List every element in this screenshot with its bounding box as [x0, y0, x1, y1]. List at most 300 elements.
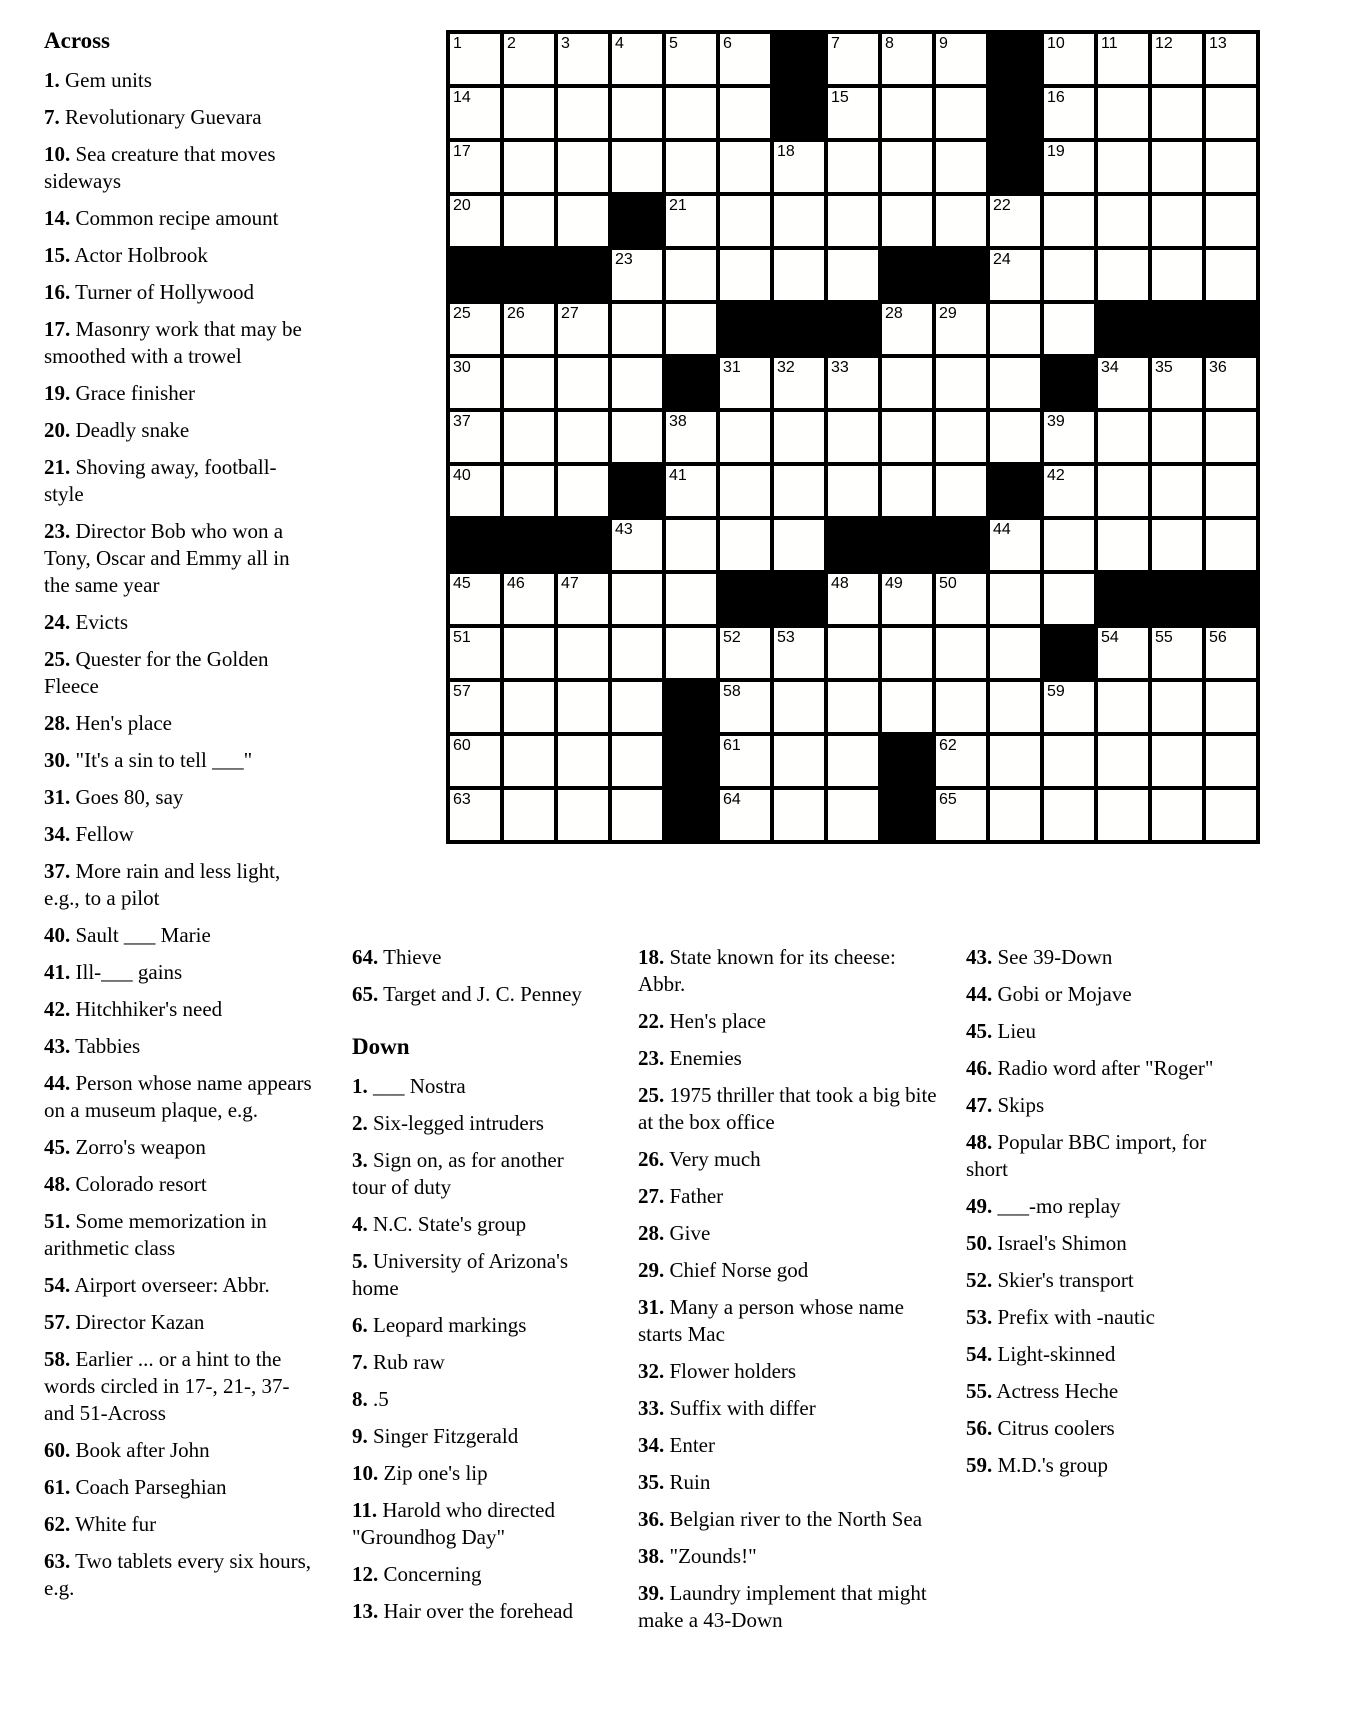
clue-number: 63.	[44, 1549, 71, 1573]
grid-cell-r7c10[interactable]	[936, 358, 986, 408]
grid-cell-r15c4[interactable]	[612, 790, 662, 840]
grid-cell-r1c6[interactable]	[720, 34, 770, 84]
clue-down-47: 47. Skips	[966, 1093, 1045, 1117]
grid-cell-r10c13[interactable]	[1098, 520, 1148, 570]
grid-cell-r14c3[interactable]	[558, 736, 608, 786]
grid-cell-r8c15[interactable]	[1206, 412, 1256, 462]
grid-cell-r9c2[interactable]	[504, 466, 554, 516]
grid-cell-r11c10[interactable]	[936, 574, 986, 624]
grid-cell-r15c15[interactable]	[1206, 790, 1256, 840]
clue-across-17: 17. Masonry work that may be smoothed with a trowel	[44, 317, 302, 368]
grid-cell-r8c5[interactable]	[666, 412, 716, 462]
grid-cell-r4c8[interactable]	[828, 196, 878, 246]
cell-number: 3	[561, 35, 570, 52]
grid-cell-r2c8[interactable]	[828, 88, 878, 138]
grid-cell-r12c7[interactable]	[774, 628, 824, 678]
grid-cell-r15c11[interactable]	[990, 790, 1040, 840]
grid-cell-r12c14[interactable]	[1152, 628, 1202, 678]
grid-cell-r12c6[interactable]	[720, 628, 770, 678]
grid-cell-r1c14[interactable]	[1152, 34, 1202, 84]
grid-cell-r10c6[interactable]	[720, 520, 770, 570]
grid-cell-r7c13[interactable]	[1098, 358, 1148, 408]
grid-cell-r9c6[interactable]	[720, 466, 770, 516]
grid-cell-r3c2[interactable]	[504, 142, 554, 192]
clue-across-25: 25. Quester for the Golden Fleece	[44, 647, 269, 698]
grid-cell-r8c13[interactable]	[1098, 412, 1148, 462]
grid-cell-r13c2[interactable]	[504, 682, 554, 732]
grid-cell-r8c12[interactable]	[1044, 412, 1094, 462]
cell-number: 15	[831, 89, 849, 106]
grid-cell-r12c13[interactable]	[1098, 628, 1148, 678]
grid-cell-r7c3[interactable]	[558, 358, 608, 408]
grid-cell-r4c6[interactable]	[720, 196, 770, 246]
clue-number: 34.	[44, 822, 71, 846]
clue-number: 28.	[44, 711, 71, 735]
grid-cell-r14c6[interactable]	[720, 736, 770, 786]
grid-cell-black-r5c9	[882, 250, 932, 300]
grid-cell-r3c5[interactable]	[666, 142, 716, 192]
grid-cell-r14c12[interactable]	[1044, 736, 1094, 786]
grid-cell-r9c1[interactable]	[450, 466, 500, 516]
grid-cell-r5c8[interactable]	[828, 250, 878, 300]
grid-cell-r7c1[interactable]	[450, 358, 500, 408]
grid-cell-r3c7[interactable]	[774, 142, 824, 192]
clue-across-28: 28. Hen's place	[44, 711, 172, 735]
grid-cell-r2c14[interactable]	[1152, 88, 1202, 138]
clue-number: 34.	[638, 1433, 665, 1457]
grid-cell-r11c3[interactable]	[558, 574, 608, 624]
grid-cell-r11c12[interactable]	[1044, 574, 1094, 624]
cell-number: 31	[723, 359, 741, 376]
grid-cell-r10c12[interactable]	[1044, 520, 1094, 570]
grid-cell-r7c14[interactable]	[1152, 358, 1202, 408]
clue-across-34: 34. Fellow	[44, 822, 134, 846]
grid-cell-r9c8[interactable]	[828, 466, 878, 516]
grid-cell-black-r10c3	[558, 520, 608, 570]
grid-cell-r5c7[interactable]	[774, 250, 824, 300]
cell-number: 23	[615, 251, 633, 268]
grid-cell-r6c2[interactable]	[504, 304, 554, 354]
grid-cell-r3c15[interactable]	[1206, 142, 1256, 192]
grid-cell-r6c1[interactable]	[450, 304, 500, 354]
clue-across-42: 42. Hitchhiker's need	[44, 997, 223, 1021]
clue-number: 46.	[966, 1056, 993, 1080]
grid-cell-black-r10c2	[504, 520, 554, 570]
clue-across-65: 65. Target and J. C. Penney	[352, 982, 582, 1006]
grid-cell-r2c10[interactable]	[936, 88, 986, 138]
grid-cell-r6c4[interactable]	[612, 304, 662, 354]
grid-cell-r14c10[interactable]	[936, 736, 986, 786]
grid-cell-r2c9[interactable]	[882, 88, 932, 138]
clue-across-40: 40. Sault ___ Marie	[44, 923, 211, 947]
grid-cell-r4c1[interactable]	[450, 196, 500, 246]
cell-number: 65	[939, 791, 957, 808]
grid-cell-r4c7[interactable]	[774, 196, 824, 246]
clue-number: 39.	[638, 1581, 665, 1605]
clue-across-31: 31. Goes 80, say	[44, 785, 184, 809]
grid-cell-r3c10[interactable]	[936, 142, 986, 192]
cell-number: 2	[507, 35, 516, 52]
grid-cell-r13c11[interactable]	[990, 682, 1040, 732]
grid-cell-r8c2[interactable]	[504, 412, 554, 462]
grid-cell-r8c6[interactable]	[720, 412, 770, 462]
grid-cell-r1c13[interactable]	[1098, 34, 1148, 84]
grid-cell-r4c10[interactable]	[936, 196, 986, 246]
grid-cell-r15c14[interactable]	[1152, 790, 1202, 840]
grid-cell-black-r5c2	[504, 250, 554, 300]
grid-cell-black-r9c11	[990, 466, 1040, 516]
grid-cell-r14c4[interactable]	[612, 736, 662, 786]
grid-cell-r3c8[interactable]	[828, 142, 878, 192]
grid-cell-r12c8[interactable]	[828, 628, 878, 678]
grid-cell-r12c3[interactable]	[558, 628, 608, 678]
grid-cell-r14c13[interactable]	[1098, 736, 1148, 786]
grid-cell-black-r5c3	[558, 250, 608, 300]
grid-cell-r5c11[interactable]	[990, 250, 1040, 300]
grid-cell-r7c8[interactable]	[828, 358, 878, 408]
grid-cell-r8c9[interactable]	[882, 412, 932, 462]
cell-number: 51	[453, 629, 471, 646]
grid-cell-r7c15[interactable]	[1206, 358, 1256, 408]
clue-number: 48.	[44, 1172, 71, 1196]
clue-number: 17.	[44, 317, 71, 341]
grid-cell-r1c3[interactable]	[558, 34, 608, 84]
clue-across-44: 44. Person whose name appears on a museum plaque, e.g.	[44, 1071, 312, 1122]
clue-number: 22.	[638, 1009, 665, 1033]
grid-cell-r10c7[interactable]	[774, 520, 824, 570]
middle-clue-column	[352, 944, 590, 1635]
grid-cell-r12c10[interactable]	[936, 628, 986, 678]
clue-number: 49.	[966, 1194, 993, 1218]
cell-number: 21	[669, 197, 687, 214]
clue-number: 52.	[966, 1268, 993, 1292]
clue-number: 5.	[352, 1249, 368, 1273]
grid-cell-black-r6c15	[1206, 304, 1256, 354]
clue-across-60: 60. Book after John	[44, 1438, 210, 1462]
clue-down-3: 3. Sign on, as for another tour of duty	[352, 1148, 564, 1199]
grid-cell-r13c14[interactable]	[1152, 682, 1202, 732]
grid-cell-r2c6[interactable]	[720, 88, 770, 138]
grid-cell-r8c4[interactable]	[612, 412, 662, 462]
clue-number: 4.	[352, 1212, 368, 1236]
cell-number: 46	[507, 575, 525, 592]
grid-cell-r11c1[interactable]	[450, 574, 500, 624]
grid-cell-r2c13[interactable]	[1098, 88, 1148, 138]
grid-cell-r3c3[interactable]	[558, 142, 608, 192]
grid-cell-r2c12[interactable]	[1044, 88, 1094, 138]
clue-down-6: 6. Leopard markings	[352, 1313, 527, 1337]
grid-cell-r2c5[interactable]	[666, 88, 716, 138]
cell-number: 11	[1101, 35, 1118, 52]
grid-cell-r3c9[interactable]	[882, 142, 932, 192]
grid-cell-r2c2[interactable]	[504, 88, 554, 138]
grid-cell-r15c7[interactable]	[774, 790, 824, 840]
grid-cell-r6c11[interactable]	[990, 304, 1040, 354]
clue-across-51: 51. Some memorization in arithmetic class	[44, 1209, 267, 1260]
clue-number: 43.	[966, 945, 993, 969]
grid-cell-r13c8[interactable]	[828, 682, 878, 732]
grid-cell-r15c8[interactable]	[828, 790, 878, 840]
grid-cell-r12c2[interactable]	[504, 628, 554, 678]
grid-cell-r7c11[interactable]	[990, 358, 1040, 408]
clue-down-25: 25. 1975 thriller that took a big bite at the box office	[638, 1083, 937, 1134]
grid-cell-r9c14[interactable]	[1152, 466, 1202, 516]
grid-cell-black-r4c4	[612, 196, 662, 246]
grid-cell-r13c3[interactable]	[558, 682, 608, 732]
grid-cell-r7c4[interactable]	[612, 358, 662, 408]
clue-down-27: 27. Father	[638, 1184, 724, 1208]
crossword-grid	[446, 30, 1260, 844]
clue-down-59: 59. M.D.'s group	[966, 1453, 1109, 1477]
grid-cell-r15c10[interactable]	[936, 790, 986, 840]
grid-cell-r1c4[interactable]	[612, 34, 662, 84]
grid-cell-r13c9[interactable]	[882, 682, 932, 732]
clue-across-63: 63. Two tablets every six hours, e.g.	[44, 1549, 312, 1600]
cell-number: 12	[1155, 35, 1173, 52]
grid-cell-black-r13c5	[666, 682, 716, 732]
grid-cell-r5c15[interactable]	[1206, 250, 1256, 300]
cell-number: 45	[453, 575, 471, 592]
grid-cell-r1c12[interactable]	[1044, 34, 1094, 84]
grid-cell-black-r11c15	[1206, 574, 1256, 624]
grid-cell-r4c3[interactable]	[558, 196, 608, 246]
grid-cell-r4c12[interactable]	[1044, 196, 1094, 246]
grid-cell-r15c3[interactable]	[558, 790, 608, 840]
grid-cell-r14c15[interactable]	[1206, 736, 1256, 786]
cell-number: 36	[1209, 359, 1227, 376]
grid-cell-black-r12c12	[1044, 628, 1094, 678]
grid-cell-r4c2[interactable]	[504, 196, 554, 246]
clue-number: 2.	[352, 1111, 368, 1135]
clue-down-31: 31. Many a person whose name starts Mac	[638, 1295, 904, 1346]
grid-cell-r14c7[interactable]	[774, 736, 824, 786]
grid-cell-r8c1[interactable]	[450, 412, 500, 462]
grid-cell-r7c6[interactable]	[720, 358, 770, 408]
clue-across-15: 15. Actor Holbrook	[44, 243, 208, 267]
grid-cell-r6c10[interactable]	[936, 304, 986, 354]
grid-cell-r9c13[interactable]	[1098, 466, 1148, 516]
grid-cell-r6c5[interactable]	[666, 304, 716, 354]
grid-cell-r12c11[interactable]	[990, 628, 1040, 678]
clue-number: 44.	[44, 1071, 71, 1095]
clue-down-43: 43. See 39-Down	[966, 945, 1113, 969]
grid-cell-black-r11c7	[774, 574, 824, 624]
clue-down-56: 56. Citrus coolers	[966, 1416, 1115, 1440]
grid-cell-r13c13[interactable]	[1098, 682, 1148, 732]
grid-cell-r3c1[interactable]	[450, 142, 500, 192]
grid-cell-black-r11c6	[720, 574, 770, 624]
cell-number: 55	[1155, 629, 1173, 646]
clue-number: 38.	[638, 1544, 665, 1568]
grid-cell-r10c5[interactable]	[666, 520, 716, 570]
cell-number: 4	[615, 35, 624, 52]
grid-cell-r1c9[interactable]	[882, 34, 932, 84]
clue-down-36: 36. Belgian river to the North Sea	[638, 1507, 923, 1531]
grid-cell-r8c14[interactable]	[1152, 412, 1202, 462]
cell-number: 20	[453, 197, 471, 214]
grid-cell-r4c11[interactable]	[990, 196, 1040, 246]
grid-cell-r7c9[interactable]	[882, 358, 932, 408]
grid-cell-r9c9[interactable]	[882, 466, 932, 516]
grid-cell-r10c11[interactable]	[990, 520, 1040, 570]
clue-number: 20.	[44, 418, 71, 442]
grid-cell-r10c15[interactable]	[1206, 520, 1256, 570]
cell-number: 61	[723, 737, 741, 754]
grid-cell-r10c4[interactable]	[612, 520, 662, 570]
clue-across-10: 10. Sea creature that moves sideways	[44, 142, 276, 193]
grid-cell-black-r11c13	[1098, 574, 1148, 624]
grid-cell-r9c12[interactable]	[1044, 466, 1094, 516]
cell-number: 54	[1101, 629, 1119, 646]
grid-cell-r15c6[interactable]	[720, 790, 770, 840]
grid-cell-black-r6c8	[828, 304, 878, 354]
clue-across-61: 61. Coach Parseghian	[44, 1475, 227, 1499]
grid-cell-r15c1[interactable]	[450, 790, 500, 840]
clue-across-1: 1. Gem units	[44, 68, 152, 92]
grid-cell-r4c13[interactable]	[1098, 196, 1148, 246]
grid-cell-r13c1[interactable]	[450, 682, 500, 732]
grid-cell-r4c5[interactable]	[666, 196, 716, 246]
grid-cell-r2c4[interactable]	[612, 88, 662, 138]
clue-number: 44.	[966, 982, 993, 1006]
grid-cell-r13c15[interactable]	[1206, 682, 1256, 732]
grid-cell-r4c9[interactable]	[882, 196, 932, 246]
clue-down-5: 5. University of Arizona's home	[352, 1249, 569, 1300]
clue-across-37: 37. More rain and less light, e.g., to a pilot	[44, 859, 281, 910]
grid-cell-black-r6c14	[1152, 304, 1202, 354]
grid-cell-r4c14[interactable]	[1152, 196, 1202, 246]
grid-cell-r1c15[interactable]	[1206, 34, 1256, 84]
grid-cell-r1c5[interactable]	[666, 34, 716, 84]
grid-cell-r5c14[interactable]	[1152, 250, 1202, 300]
grid-cell-r9c10[interactable]	[936, 466, 986, 516]
clue-number: 45.	[966, 1019, 993, 1043]
grid-cell-r11c8[interactable]	[828, 574, 878, 624]
grid-cell-black-r6c13	[1098, 304, 1148, 354]
grid-cell-r5c13[interactable]	[1098, 250, 1148, 300]
grid-cell-r8c3[interactable]	[558, 412, 608, 462]
grid-cell-r4c15[interactable]	[1206, 196, 1256, 246]
clue-across-24: 24. Evicts	[44, 610, 128, 634]
grid-cell-r3c4[interactable]	[612, 142, 662, 192]
grid-cell-r14c11[interactable]	[990, 736, 1040, 786]
grid-cell-r7c2[interactable]	[504, 358, 554, 408]
grid-cell-r6c3[interactable]	[558, 304, 608, 354]
grid-cell-r11c2[interactable]	[504, 574, 554, 624]
clue-down-38: 38. "Zounds!"	[638, 1544, 757, 1568]
grid-cell-r5c5[interactable]	[666, 250, 716, 300]
clue-number: 35.	[638, 1470, 665, 1494]
clue-across-14: 14. Common recipe amount	[44, 206, 279, 230]
clue-down-46: 46. Radio word after "Roger"	[966, 1056, 1214, 1080]
grid-cell-r6c12[interactable]	[1044, 304, 1094, 354]
grid-cell-r8c8[interactable]	[828, 412, 878, 462]
clue-down-12: 12. Concerning	[352, 1562, 482, 1586]
cell-number: 52	[723, 629, 741, 646]
grid-cell-r12c9[interactable]	[882, 628, 932, 678]
clue-number: 3.	[352, 1148, 368, 1172]
grid-cell-r8c7[interactable]	[774, 412, 824, 462]
grid-cell-r6c9[interactable]	[882, 304, 932, 354]
grid-cell-r2c3[interactable]	[558, 88, 608, 138]
clue-number: 36.	[638, 1507, 665, 1531]
clue-number: 25.	[638, 1083, 665, 1107]
grid-cell-r13c4[interactable]	[612, 682, 662, 732]
clue-number: 60.	[44, 1438, 71, 1462]
grid-cell-r2c15[interactable]	[1206, 88, 1256, 138]
grid-cell-r12c4[interactable]	[612, 628, 662, 678]
grid-cell-r3c12[interactable]	[1044, 142, 1094, 192]
grid-cell-black-r11c14	[1152, 574, 1202, 624]
grid-cell-r15c13[interactable]	[1098, 790, 1148, 840]
grid-cell-r15c12[interactable]	[1044, 790, 1094, 840]
clue-across-21: 21. Shoving away, football-style	[44, 455, 277, 506]
grid-cell-r9c3[interactable]	[558, 466, 608, 516]
grid-cell-r14c8[interactable]	[828, 736, 878, 786]
grid-cell-r8c10[interactable]	[936, 412, 986, 462]
grid-cell-r7c7[interactable]	[774, 358, 824, 408]
clue-number: 10.	[352, 1461, 379, 1485]
cell-number: 26	[507, 305, 525, 322]
clue-across-7: 7. Revolutionary Guevara	[44, 105, 262, 129]
cell-number: 58	[723, 683, 741, 700]
grid-cell-r11c11[interactable]	[990, 574, 1040, 624]
grid-cell-r9c5[interactable]	[666, 466, 716, 516]
grid-cell-r3c14[interactable]	[1152, 142, 1202, 192]
grid-cell-r5c6[interactable]	[720, 250, 770, 300]
grid-cell-r12c1[interactable]	[450, 628, 500, 678]
down-clue-list-2	[638, 944, 942, 1634]
grid-cell-r1c8[interactable]	[828, 34, 878, 84]
clue-number: 24.	[44, 610, 71, 634]
grid-cell-r14c2[interactable]	[504, 736, 554, 786]
grid-cell-r5c4[interactable]	[612, 250, 662, 300]
clue-number: 1.	[352, 1074, 368, 1098]
clue-across-54: 54. Airport overseer: Abbr.	[44, 1273, 270, 1297]
cell-number: 27	[561, 305, 579, 322]
grid-cell-r5c12[interactable]	[1044, 250, 1094, 300]
grid-cell-r1c10[interactable]	[936, 34, 986, 84]
grid-cell-r1c1[interactable]	[450, 34, 500, 84]
clue-down-44: 44. Gobi or Mojave	[966, 982, 1132, 1006]
cell-number: 48	[831, 575, 849, 592]
grid-cell-black-r15c9	[882, 790, 932, 840]
cell-number: 63	[453, 791, 471, 808]
grid-cell-r12c15[interactable]	[1206, 628, 1256, 678]
clue-number: 54.	[966, 1342, 993, 1366]
grid-cell-r8c11[interactable]	[990, 412, 1040, 462]
grid-cell-r14c14[interactable]	[1152, 736, 1202, 786]
grid-cell-r13c12[interactable]	[1044, 682, 1094, 732]
grid-cell-r9c15[interactable]	[1206, 466, 1256, 516]
grid-cell-r11c5[interactable]	[666, 574, 716, 624]
grid-cell-r13c6[interactable]	[720, 682, 770, 732]
grid-cell-r15c2[interactable]	[504, 790, 554, 840]
grid-cell-r10c14[interactable]	[1152, 520, 1202, 570]
grid-cell-r2c1[interactable]	[450, 88, 500, 138]
grid-cell-r11c4[interactable]	[612, 574, 662, 624]
grid-cell-r9c7[interactable]	[774, 466, 824, 516]
clue-down-34: 34. Enter	[638, 1433, 715, 1457]
grid-cell-r13c10[interactable]	[936, 682, 986, 732]
grid-cell-r3c6[interactable]	[720, 142, 770, 192]
grid-cell-r14c1[interactable]	[450, 736, 500, 786]
grid-cell-r1c2[interactable]	[504, 34, 554, 84]
grid-cell-r3c13[interactable]	[1098, 142, 1148, 192]
grid-cell-r12c5[interactable]	[666, 628, 716, 678]
grid-cell-r13c7[interactable]	[774, 682, 824, 732]
grid-cell-r11c9[interactable]	[882, 574, 932, 624]
